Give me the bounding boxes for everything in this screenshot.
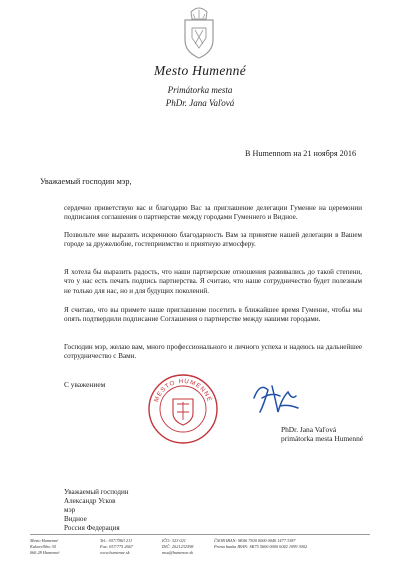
city-coat-of-arms-icon [179,4,219,60]
official-stamp-icon [146,372,220,446]
footer-address [30,538,59,556]
letterhead-office: Primátorka mesta [167,85,233,95]
footer-line: ČSOB IBAN: SK06 7500 0000 0040 1477 3387 [214,538,296,543]
footer-line: Tel.: 057/7863 211 [100,538,133,543]
letter-paragraph: Я хотела бы выразить радость, что наши партнерские отношения развивались до такой степени, что у нас есть печать подпись партнерства. Я считаю, что наше сотрудничество будет полезным не только для нас, но и для будущих поколений. [64,268,362,295]
salutation: Уважаемый господин мэр, [40,177,132,186]
footer-contacts [100,538,133,556]
place-and-date: В Humennom на 21 ноября 2016 [245,149,357,158]
letter-paragraph: Я считаю, что вы примете наше приглашение посетить в ближайшее время Гуменне, чтобы мы опять подтвердили подписание Соглашения о партнерстве между нашими городами. [64,306,362,324]
footer-line: Prima banka IBAN: SK75 5600 0000 0042 1099 3002 [214,544,308,549]
letter-paragraph: Господин мэр, желаю вам, много профессионального и личного успеха и надеюсь на дальнейшее сотрудничество с Вами. [64,343,362,361]
footer-line: Mesto Humenné [30,538,59,543]
footer-line: DIČ: 2021232598 [162,544,194,549]
letter-paragraph: Позвольте мне выразить искреннюю благодарность Вам за принятие нашей делегации в Вашем городе за дружелюбие, гостеприимство и приятную атмосферу. [64,231,362,249]
footer-bank [214,538,307,550]
addressee-line: Видное [64,515,87,523]
stamp-text: MESTO HUMENNÉ [153,377,213,404]
footer-line: Kukorelliho 34 [30,544,56,549]
letter-paragraph: сердечно приветствую вас и благодарю Вас за приглашение делегации Гуменне на церемонии подписания соглашения о партнерстве между городами Гуменнего и Видное. [64,204,362,222]
letterhead-mayor: PhDr. Jana Vaľová [165,98,235,108]
closing-phrase: С уважением [64,380,106,389]
addressee-line: Россия Федерация [64,524,120,532]
signer-title: primátorka mesta Humenné [281,434,364,443]
signer-name: PhDr. Jana Vaľová [281,425,337,434]
letterhead-city-name: Mesto Humenné [154,63,246,78]
footer-line: 066 28 Humenné [30,550,60,555]
footer-website-link[interactable]: www.humenne.sk [100,550,130,555]
addressee-line: мэр [64,506,76,514]
handwritten-signature-icon [250,378,302,418]
footer-line: Fax: 057/775 2667 [100,544,133,549]
footer-divider [30,534,370,535]
footer-ids [162,538,193,556]
footer-email-link[interactable]: msu@humenne.sk [162,550,194,555]
addressee-line: Уважаемый господин [64,488,129,496]
addressee-line: Александр Усков [64,497,116,505]
footer-line: IČO: 323 021 [162,538,186,543]
